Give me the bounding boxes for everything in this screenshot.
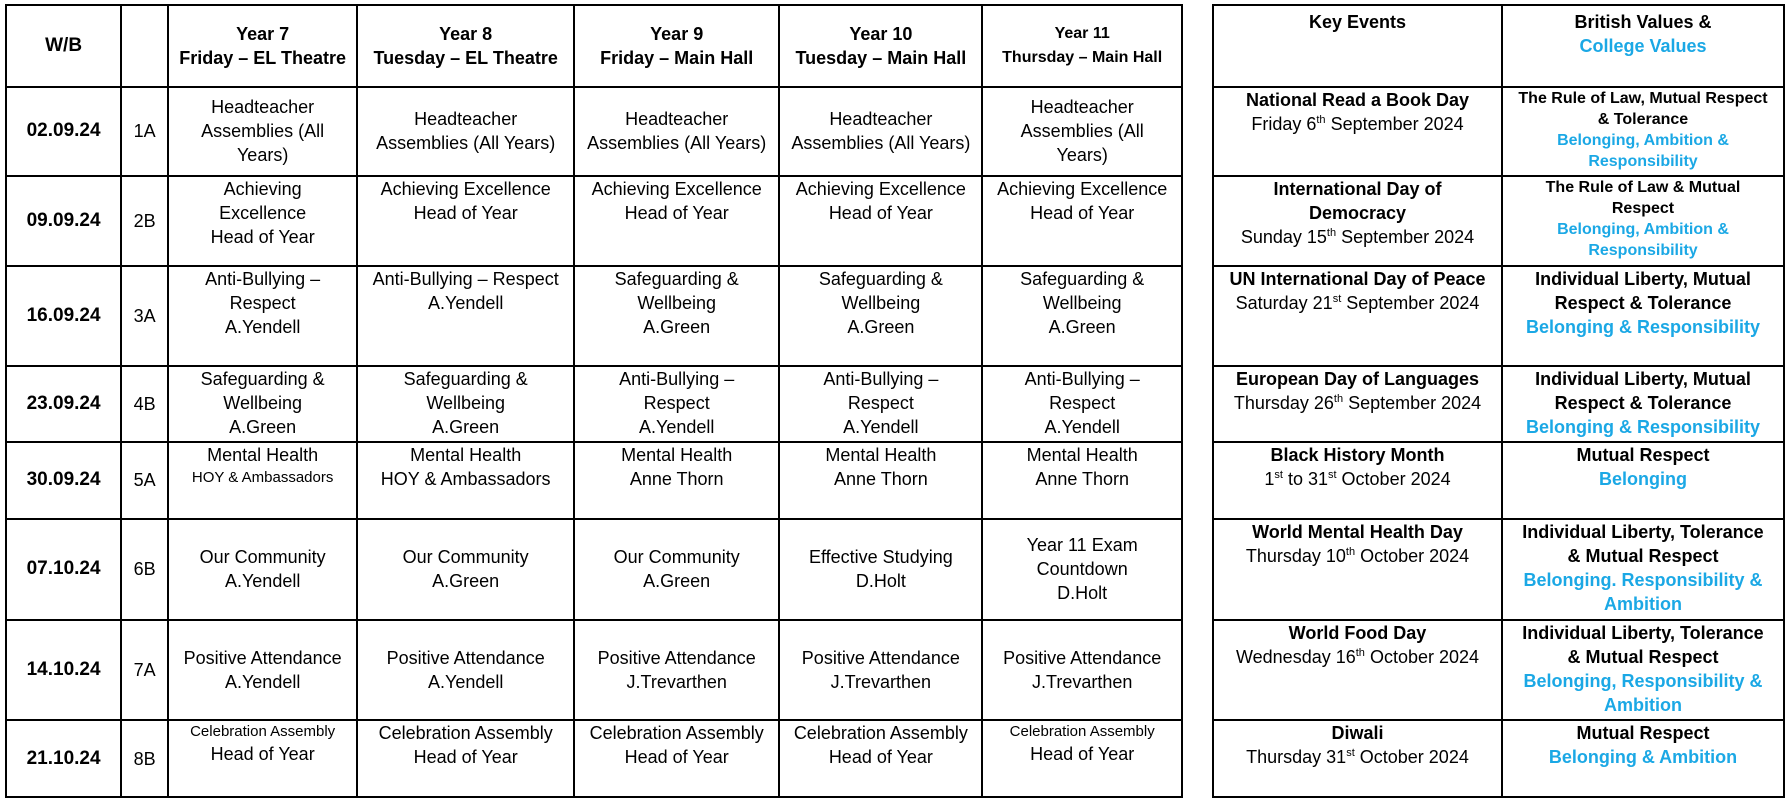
event-date-part: th [1326,227,1337,240]
event-date-part: 1 [1264,469,1275,490]
year-header: Year 7 Friday – EL Theatre [168,5,357,87]
assembly-cell [779,366,982,442]
assembly-cell-line: Celebration Assembly [1009,723,1155,741]
college-value: Ambition [1604,593,1682,614]
british-value: Individual Liberty, Tolerance [1522,521,1764,542]
assembly-cell-line: Safeguarding & [818,268,943,289]
assembly-cell-line: Celebration Assembly [589,723,764,744]
table-row [6,366,1182,442]
values-cell [1502,442,1784,518]
british-value: Mutual Respect [1576,723,1710,744]
assembly-cell-line: Safeguarding & [403,368,528,389]
event-date-part: Friday 6 [1251,113,1317,134]
assembly-cell-line: Anne Thorn [833,469,928,490]
assembly-cell-line: A.Yendell [224,571,301,592]
key-event-cell [1213,519,1502,620]
assembly-cell-line: Achieving [223,179,302,200]
assembly-cell [357,442,574,518]
week-beginning-cell: 07.10.24 [6,519,121,620]
assembly-cell-line: Anti-Bullying – [823,368,939,389]
assembly-cell-line: J.Trevarthen [1032,672,1133,693]
assembly-cell-line: Head of Year [1030,203,1135,224]
table-row [6,87,1182,177]
week-beginning-cell: 09.09.24 [6,176,121,266]
week-code-cell: 7A [121,620,168,721]
key-event-cell [1213,720,1502,797]
week-beginning-cell: 02.09.24 [6,87,121,177]
week-beginning-cell: 14.10.24 [6,620,121,721]
event-date [1216,544,1499,568]
assembly-cell-line: Head of Year [413,747,518,768]
event-date-part: Sunday 15 [1240,227,1327,248]
event-date-part: September 2024 [1341,292,1480,313]
assembly-cell [574,87,779,177]
assembly-cell-line: Positive Attendance [1003,648,1162,669]
event-date-part: st [1332,292,1342,305]
assembly-cell [168,266,357,366]
assembly-cell [982,519,1182,620]
college-value: Belonging & Ambition [1548,747,1738,768]
event-date-part: Thursday 26 [1233,392,1334,413]
assembly-cell-line: Achieving Excellence [591,179,762,200]
british-value: Individual Liberty, Mutual [1535,268,1751,289]
event-date [1216,467,1499,491]
event-date-part: October 2024 [1354,747,1469,768]
code-header [121,5,168,87]
event-row [1213,519,1784,620]
assembly-cell-line: Mental Health [207,445,319,466]
assembly-cell [574,720,779,797]
event-name: UN International Day of Peace [1229,268,1486,289]
assembly-cell-line: Head of Year [210,744,315,765]
british-value: Individual Liberty, Mutual [1535,368,1751,389]
assembly-cell-line: Our Community [402,547,529,568]
week-code-cell: 8B [121,720,168,797]
assembly-cell-line: Mental Health [410,445,522,466]
event-date [1216,112,1499,136]
british-value: & Mutual Respect [1567,646,1719,667]
event-name: International Day of [1273,179,1442,200]
assembly-cell [982,720,1182,797]
assembly-cell [168,366,357,442]
assembly-cell [982,266,1182,366]
event-date-part: September 2024 [1343,392,1482,413]
assembly-cell-line: J.Trevarthen [626,672,727,693]
assembly-cell-line: Achieving Excellence [997,179,1168,200]
assembly-cell [779,176,982,266]
event-date [1216,391,1499,415]
assembly-cell-line: Excellence [219,203,307,224]
assembly-cell-line: J.Trevarthen [830,672,932,693]
event-date [1216,645,1499,669]
values-header: British Values & College Values [1502,5,1784,87]
assembly-cell-line: Celebration Assembly [190,723,336,741]
assembly-cell [779,519,982,620]
assembly-cell [779,266,982,366]
british-value: Respect [1611,200,1675,218]
assembly-cell [168,176,357,266]
year-header: Year 8 Tuesday – EL Theatre [357,5,574,87]
assembly-cell-line: Positive Attendance [183,648,342,669]
table-row [6,176,1182,266]
event-name: World Food Day [1288,622,1427,643]
assembly-cell-line: A.Yendell [427,292,504,313]
year-header: Year 9 Friday – Main Hall [574,5,779,87]
assembly-cell-line: Assemblies (All Years) [587,133,767,154]
week-beginning-cell: 21.10.24 [6,720,121,797]
key-event-cell [1213,266,1502,366]
event-date-part: October 2024 [1336,469,1451,490]
assembly-cell [357,366,574,442]
key-events-table [1212,4,1785,798]
event-name: European Day of Languages [1235,368,1480,389]
british-value: Mutual Respect [1576,445,1710,466]
event-row [1213,442,1784,518]
assembly-cell-line: Head of Year [828,203,933,224]
college-value: Ambition [1604,694,1682,715]
assembly-cell-line: Assemblies (All [1020,121,1144,142]
assembly-cell [779,620,982,721]
college-value: Responsibility [1588,152,1698,170]
assembly-cell [982,87,1182,177]
assembly-cell-line: Wellbeing [637,292,717,313]
assembly-cell [357,519,574,620]
assembly-cell [168,87,357,177]
assembly-cell [168,720,357,797]
assembly-cell [982,620,1182,721]
assembly-cell-line: HOY & Ambassadors [380,469,551,490]
values-cell [1502,266,1784,366]
assembly-cell-line: Assemblies (All [201,121,325,142]
event-date-part: st [1274,469,1283,482]
assembly-cell-line: Anti-Bullying – [619,368,735,389]
header-row [6,5,1182,87]
event-date-part: th [1333,392,1344,405]
college-value: Belonging. Responsibility & [1523,569,1763,590]
event-date-part: October 2024 [1355,545,1470,566]
event-date-part: th [1355,646,1365,659]
assembly-cell-line: Years) [1056,145,1108,166]
values-cell [1502,176,1784,266]
key-event-cell [1213,366,1502,442]
assembly-cell-line: Headteacher [625,109,729,130]
assembly-cell-line: A.Yendell [638,416,715,437]
assembly-cell-line: Mental Health [1026,445,1138,466]
assembly-cell [357,176,574,266]
assembly-cell-line: Respect [1049,392,1116,413]
assembly-cell-line: HOY & Ambassadors [191,469,334,487]
assembly-cell-line: A.Green [643,316,711,337]
college-value: Belonging, Responsibility & [1523,670,1763,691]
event-date-part: September 2024 [1325,113,1464,134]
assembly-cell-line: Our Community [199,547,326,568]
assembly-cell-line: Head of Year [624,203,729,224]
assembly-cell-line: Wellbeing [223,392,302,413]
assembly-cell [168,519,357,620]
assembly-cell [982,176,1182,266]
assembly-schedule-table [5,4,1183,798]
assembly-cell [574,366,779,442]
assembly-cell-line: Head of Year [1030,744,1135,765]
event-date [1216,745,1499,769]
year-header: Year 11 Thursday – Main Hall [982,5,1182,87]
assembly-cell-line: A.Green [847,316,915,337]
key-events-header: Key Events [1213,5,1502,87]
event-row [1213,366,1784,442]
event-date-part: th [1345,545,1356,558]
event-date [1216,225,1499,249]
british-value: Respect & Tolerance [1554,292,1732,313]
week-code-cell: 2B [121,176,168,266]
british-value: Individual Liberty, Tolerance [1522,622,1764,643]
assembly-cell [574,176,779,266]
college-value: Belonging & Responsibility [1525,316,1760,337]
event-date-part: to 31 [1282,469,1328,490]
assembly-cell-line: Head of Year [828,747,933,768]
assembly-cell-line: Headteacher [1030,97,1134,118]
event-row [1213,620,1784,721]
event-date-part: September 2024 [1336,227,1475,248]
event-row [1213,87,1784,177]
assembly-cell-line: A.Green [432,416,500,437]
assembly-cell-line: Positive Attendance [597,648,756,669]
assembly-cell-line: A.Green [643,571,711,592]
assembly-cell-line: Year 11 Exam [1026,535,1138,556]
assembly-cell-line: Safeguarding & [200,368,325,389]
week-beginning-cell: 16.09.24 [6,266,121,366]
wb-header: W/B [6,5,121,87]
assembly-cell [982,442,1182,518]
assembly-cell-line: Achieving Excellence [380,179,551,200]
assembly-cell-line: Head of Year [413,203,518,224]
table-row [6,620,1182,721]
event-name: National Read a Book Day [1245,89,1470,110]
assembly-cell-line: Effective Studying [808,547,953,568]
week-code-cell: 6B [121,519,168,620]
side-header-row [1213,5,1784,87]
key-event-cell [1213,87,1502,177]
assembly-cell-line: Safeguarding & [1020,268,1145,289]
event-name: Diwali [1331,723,1384,744]
assembly-cell-line: Positive Attendance [801,648,960,669]
key-event-cell [1213,620,1502,721]
british-value: The Rule of Law & Mutual [1545,179,1741,197]
event-date-part: Thursday 10 [1245,545,1346,566]
british-value: & Tolerance [1597,110,1689,128]
assembly-cell-line: Assemblies (All Years) [376,133,556,154]
event-date-part: st [1327,469,1337,482]
assembly-cell [357,720,574,797]
week-code-cell: 4B [121,366,168,442]
event-name: Democracy [1308,203,1407,224]
assembly-cell-line: A.Yendell [1044,416,1120,437]
assembly-cell-line: Headteacher [211,97,315,118]
assembly-cell [168,620,357,721]
event-name: World Mental Health Day [1252,521,1463,542]
assembly-cell-line: Countdown [1036,559,1128,580]
event-date [1216,291,1499,315]
week-beginning-cell: 23.09.24 [6,366,121,442]
event-date-part: st [1346,747,1355,760]
assembly-cell-line: D.Holt [1057,583,1108,604]
week-code-cell: 1A [121,87,168,177]
assembly-cell-line: Mental Health [621,445,733,466]
british-value: & Mutual Respect [1567,545,1719,566]
event-date-part: th [1316,113,1326,126]
event-date-part: Saturday 21 [1235,292,1333,313]
assembly-cell-line: A.Yendell [427,672,504,693]
assembly-cell-line: Wellbeing [426,392,506,413]
assembly-cell-line: Anti-Bullying – [205,268,321,289]
assembly-cell-line: A.Green [229,416,297,437]
key-event-cell [1213,442,1502,518]
event-row [1213,176,1784,266]
assembly-cell-line: Anne Thorn [1035,469,1130,490]
assembly-cell-line: A.Yendell [224,672,301,693]
assembly-cell-line: Our Community [613,547,740,568]
event-name: Black History Month [1270,445,1445,466]
college-value: Belonging [1599,469,1687,490]
british-value: Respect & Tolerance [1554,392,1732,413]
assembly-cell [574,620,779,721]
assembly-cell [574,442,779,518]
assembly-cell-line: Celebration Assembly [793,723,968,744]
assembly-cell-line: Respect [229,292,296,313]
values-cell [1502,87,1784,177]
event-row [1213,266,1784,366]
assembly-cell-line: Wellbeing [841,292,921,313]
assembly-cell-line: Respect [643,392,710,413]
assembly-cell-line: Years) [236,145,289,166]
assembly-cell-line: A.Yendell [224,316,301,337]
college-value: Responsibility [1588,242,1698,260]
college-value: Belonging & Responsibility [1525,416,1760,437]
assembly-cell [168,442,357,518]
assembly-cell-line: Head of Year [210,227,315,248]
event-row [1213,720,1784,797]
assembly-cell-line: Mental Health [825,445,937,466]
assembly-cell [779,442,982,518]
assembly-cell [574,519,779,620]
assembly-cell-line: A.Green [1048,316,1116,337]
college-value: Belonging, Ambition & [1557,221,1729,239]
event-date-part: October 2024 [1364,646,1480,667]
week-code-cell: 5A [121,442,168,518]
assembly-cell-line: Respect [847,392,914,413]
assembly-cell-line: Positive Attendance [386,648,545,669]
assembly-cell [357,87,574,177]
event-date-part: Wednesday 16 [1235,646,1356,667]
assembly-cell-line: Wellbeing [1042,292,1122,313]
values-cell [1502,720,1784,797]
table-row [6,519,1182,620]
college-value: Belonging, Ambition & [1557,131,1729,149]
assembly-cell-line: Achieving Excellence [795,179,966,200]
assembly-cell [357,266,574,366]
assembly-cell-line: Safeguarding & [614,268,739,289]
assembly-cell-line: Celebration Assembly [378,723,553,744]
assembly-cell-line: Anne Thorn [629,469,724,490]
assembly-cell-line: Headteacher [414,109,518,130]
assembly-cell [357,620,574,721]
values-cell [1502,366,1784,442]
assembly-cell-line: Anti-Bullying – Respect [372,268,559,289]
key-event-cell [1213,176,1502,266]
assembly-cell-line: Headteacher [829,109,933,130]
table-row [6,442,1182,518]
assembly-cell-line: A.Green [432,571,500,592]
week-beginning-cell: 30.09.24 [6,442,121,518]
table-row [6,266,1182,366]
table-row [6,720,1182,797]
assembly-cell [574,266,779,366]
values-cell [1502,519,1784,620]
values-cell [1502,620,1784,721]
assembly-cell [779,87,982,177]
british-value: The Rule of Law, Mutual Respect [1518,89,1768,107]
assembly-cell-line: D.Holt [855,571,906,592]
year-header: Year 10 Tuesday – Main Hall [779,5,982,87]
assembly-cell [982,366,1182,442]
event-date-part: Thursday 31 [1246,747,1347,768]
assembly-cell-line: A.Yendell [843,416,919,437]
week-code-cell: 3A [121,266,168,366]
assembly-cell-line: Head of Year [624,747,729,768]
assembly-cell-line: Assemblies (All Years) [791,133,971,154]
assembly-cell [779,720,982,797]
assembly-cell-line: Anti-Bullying – [1024,368,1140,389]
